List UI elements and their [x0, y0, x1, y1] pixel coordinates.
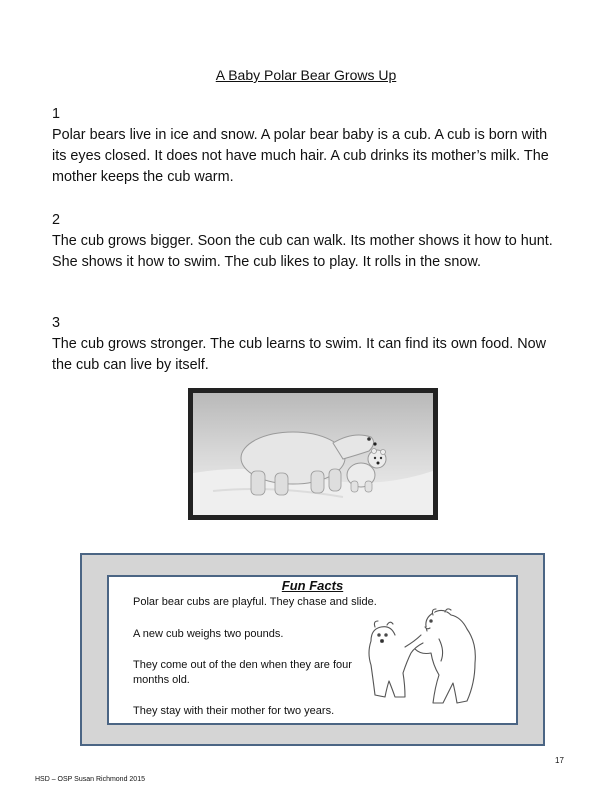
- section-number: 1: [52, 106, 61, 122]
- section-number: 2: [52, 212, 61, 228]
- section-3: [52, 313, 562, 376]
- fun-facts-title: Fun Facts: [281, 578, 344, 593]
- section-2: [52, 210, 562, 273]
- section-number: 3: [52, 315, 61, 331]
- section-1: [52, 104, 562, 188]
- footer-credit: HSD – OSP Susan Richmond 2015: [35, 776, 145, 783]
- section-text: The cub grows stronger. The cub learns to swim. It can find its own food. Now the cub can live by itself.: [52, 336, 547, 373]
- polar-bears-photo-image: [193, 393, 433, 515]
- polar-bear-photo: [188, 388, 438, 520]
- fun-fact-item: Polar bear cubs are playful. They chase and slide.: [133, 596, 377, 608]
- fun-fact-item: A new cub weighs two pounds.: [133, 628, 284, 640]
- fun-facts-panel: [107, 575, 518, 725]
- page-number: 17: [555, 756, 564, 765]
- fun-facts-box: [80, 553, 545, 746]
- fun-fact-item: They come out of the den when they are four months old.: [133, 659, 352, 686]
- section-text: Polar bears live in ice and snow. A polar bear baby is a cub. A cub is born with its eyes closed. It does not have much hair. A cub drinks its mother’s milk. The mother keeps the cub warm.: [52, 127, 549, 185]
- fun-fact-item: They stay with their mother for two years.: [133, 705, 335, 717]
- page-title: A Baby Polar Bear Grows Up: [215, 67, 397, 83]
- section-text: The cub grows bigger. Soon the cub can walk. Its mother shows it how to hunt. She shows it how to swim. The cub likes to play. It rolls in the snow.: [52, 233, 553, 270]
- playing-bear-cubs-drawing: [349, 599, 489, 711]
